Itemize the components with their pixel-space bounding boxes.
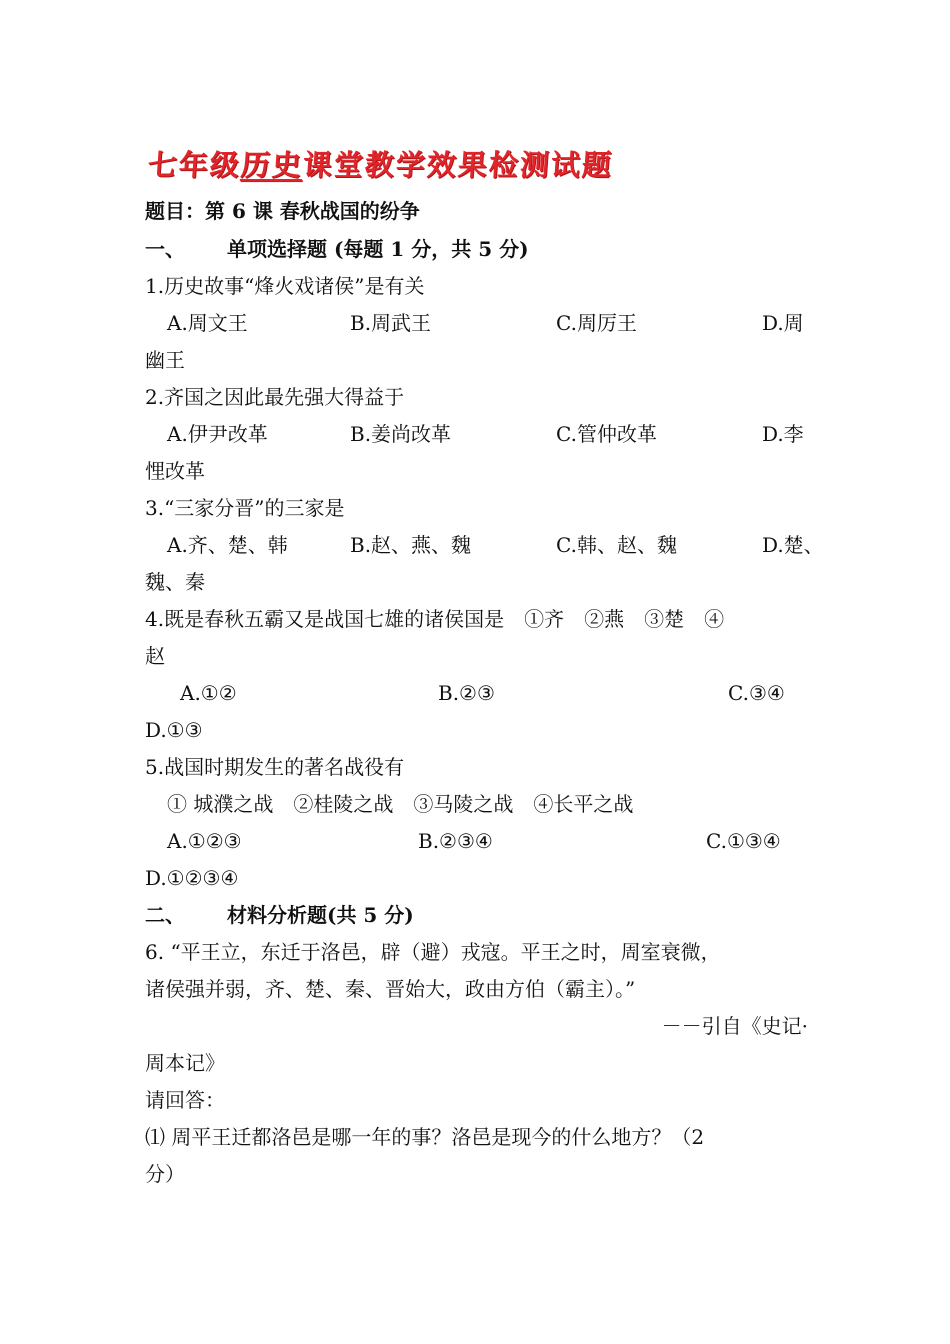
section-2-heading bbox=[145, 902, 414, 928]
q6-source: －－引自《史记· bbox=[661, 1014, 808, 1038]
section-1-heading bbox=[145, 236, 529, 262]
q6-source-cont: 周本记》 bbox=[145, 1051, 225, 1075]
q4-option-a: A.①② bbox=[180, 681, 237, 705]
page-title bbox=[146, 143, 615, 183]
q2-option-c: C.管仲改革 bbox=[556, 422, 657, 446]
section-2-title: 材料分析题(共 5 分) bbox=[227, 903, 414, 927]
q3-option-c: C.韩、赵、魏 bbox=[556, 533, 677, 557]
q2-option-d: D.李 bbox=[762, 422, 804, 446]
subject-line: 题目：第 6 课 春秋战国的纷争 bbox=[145, 199, 420, 223]
q2-option-b: B.姜尚改革 bbox=[350, 422, 452, 446]
question-4-stem-cont: 赵 bbox=[145, 644, 165, 668]
q3-option-a: A.齐、楚、韩 bbox=[167, 533, 288, 557]
q1-option-d: D.周 bbox=[762, 311, 804, 335]
q5-items: ① 城濮之战 ②桂陵之战 ③马陵之战 ④长平之战 bbox=[167, 792, 634, 816]
q3-option-d-cont: 魏、秦 bbox=[145, 570, 205, 594]
title-part-2: 历史 bbox=[239, 148, 305, 182]
question-4-stem: 4.既是春秋五霸又是战国七雄的诸侯国是 ①齐 ②燕 ③楚 ④ bbox=[145, 607, 725, 631]
q1-option-d-cont: 幽王 bbox=[145, 348, 185, 372]
section-2-number: 二、 bbox=[145, 903, 185, 927]
q5-option-d: D.①②③④ bbox=[145, 866, 239, 890]
q2-option-d-cont: 悝改革 bbox=[145, 459, 205, 483]
q5-option-c: C.①③④ bbox=[706, 829, 781, 853]
q2-option-a: A.伊尹改革 bbox=[167, 422, 268, 446]
question-6-line-1: 6. “平王立，东迁于洛邑，辟（避）戎寇。平王之时，周室衰微， bbox=[145, 940, 721, 964]
question-6-line-2: 诸侯强并弱，齐、楚、秦、晋始大，政由方伯（霸主）。” bbox=[145, 977, 636, 1001]
q1-option-a: A.周文王 bbox=[167, 311, 248, 335]
q5-option-a: A.①②③ bbox=[167, 829, 242, 853]
q1-option-b: B.周武王 bbox=[350, 311, 432, 335]
title-part-1: 七年级 bbox=[146, 148, 243, 182]
q6-subquestion-1-cont: 分） bbox=[145, 1162, 185, 1186]
q4-option-d: D.①③ bbox=[145, 718, 203, 742]
title-part-3: 课堂教学效果检测试题 bbox=[301, 148, 615, 182]
q4-option-c: C.③④ bbox=[728, 681, 785, 705]
section-1-title: 单项选择题 (每题 1 分，共 5 分) bbox=[227, 237, 529, 261]
q3-option-d: D.楚、 bbox=[762, 533, 824, 557]
question-1-stem: 1.历史故事“烽火戏诸侯”是有关 bbox=[145, 274, 425, 298]
section-1-number: 一、 bbox=[145, 237, 185, 261]
question-5-stem: 5.战国时期发生的著名战役有 bbox=[145, 755, 405, 779]
question-2-stem: 2.齐国之因此最先强大得益于 bbox=[145, 385, 405, 409]
q3-option-b: B.赵、燕、魏 bbox=[350, 533, 472, 557]
q6-subquestion-1: ⑴ 周平王迁都洛邑是哪一年的事？洛邑是现今的什么地方？（2 bbox=[145, 1125, 705, 1149]
question-3-stem: 3.“三家分晋”的三家是 bbox=[145, 496, 345, 520]
q5-option-b: B.②③④ bbox=[418, 829, 493, 853]
q4-option-b: B.②③ bbox=[438, 681, 495, 705]
q1-option-c: C.周厉王 bbox=[556, 311, 637, 335]
q6-prompt: 请回答： bbox=[145, 1088, 225, 1112]
